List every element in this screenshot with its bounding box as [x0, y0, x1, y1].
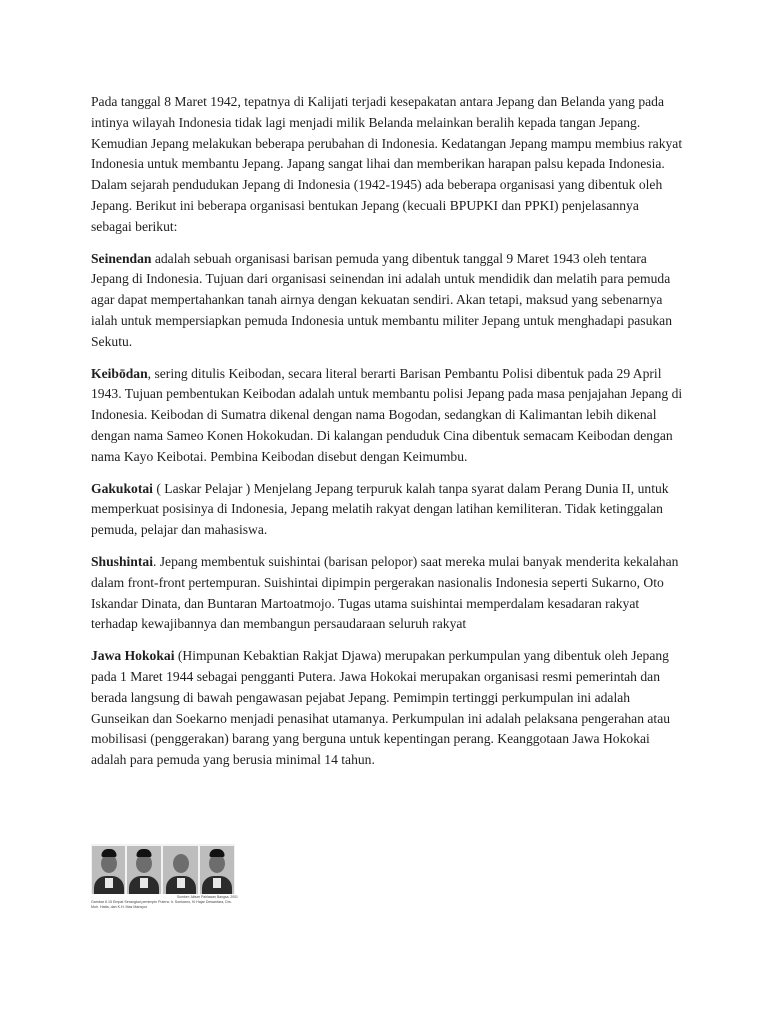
section-text: . Jepang membentuk suishintai (barisan pelopor) saat mereka mulai banyak menderita kekalahan dalam front-front pertempuran. Suishintai dipimpin pergerakan nasionalis Indonesia seperti Sukarno, Oto Iskandar Dinata, dan Buntaran Martoatmojo. Tugas utama suishintai memperdalam kesadaran rakyat terhadap kewajibannya dan membangun persaudaraan seluruh rakyat — [91, 553, 679, 632]
section-shushintai — [91, 552, 683, 635]
section-seinendan — [91, 249, 683, 353]
section-term: Jawa Hokokai — [91, 648, 175, 664]
leader-portrait-photo — [200, 846, 234, 894]
intro-paragraph: Pada tanggal 8 Maret 1942, tepatnya di Kalijati terjadi kesepakatan antara Jepang dan Belanda yang pada intinya wilayah Indonesia tidak lagi menjadi milik Belanda melainkan beralih kepada tangan Jepang. Kemudian Jepang melakukan beberapa perubahan di Indonesia. Kedatangan Jepang mampu membius rakyat Indonesia untuk membantu Jepang. Japang sangat lihai dan memberikan harapan palsu kepada Indonesia. Dalam sejarah pendudukan Jepang di Indonesia (1942-1945) ada beberapa organisasi yang dibentuk oleh Jepang. Berikut ini beberapa organisasi bentukan Jepang (kecuali BPUPKI dan PPKI) penjelasannya sebagai berikut: — [91, 94, 683, 234]
leader-portrait-photo — [163, 846, 198, 894]
section-term: Keibōdan — [91, 365, 148, 381]
leader-portrait-photo — [127, 846, 161, 894]
section-term: Seinendan — [91, 250, 152, 266]
section-gakukotai — [91, 479, 683, 541]
document-body — [91, 92, 683, 782]
figure-caption: Gambar 6.15 Empat Serangkai pemimpin Putera: Ir. Soekarno, Ki Hajar Dewantara, Drs. Moh. Hatta, dan K.H. Mas Mansyur — [91, 900, 232, 909]
section-text: (Himpunan Kebaktian Rakjat Djawa) merupakan perkumpulan yang dibentuk oleh Jepang pada 1 Maret 1944 sebagai pengganti Putera. Jawa Hokokai merupakan organisasi resmi pemerintah dan berada langsung di bawah pengawasan pejabat Jepang. Pemimpin tertinggi perkumpulan ini adalah Gunseikan dan Soekarno menjadi penasihat utamanya. Perkumpulan ini adalah pelaksana pengerahan atau mobilisasi (penggerakan) barang yang berguna untuk kepentingan perang. Keanggotaan Jawa Hokokai adalah para pemuda yang berusia minimal 14 tahun. — [91, 648, 671, 768]
section-text: ( Laskar Pelajar ) Menjelang Jepang terpuruk kalah tanpa syarat dalam Perang Dunia II, untuk memperkuat posisinya di Indonesia, Jepang melatih rakyat dengan latihan kemiliteran. Tidak ketinggalan pemuda, pelajar dan mahasiswa. — [91, 480, 669, 538]
section-jawa-hokokai — [91, 646, 683, 771]
section-keibodan — [91, 364, 683, 468]
leaders-figure — [91, 844, 238, 912]
section-term: Gakukotai — [91, 480, 153, 496]
leader-portrait-photo — [92, 846, 125, 894]
section-text: adalah sebuah organisasi barisan pemuda yang dibentuk tanggal 9 Maret 1943 oleh tentara Jepang di Indonesia. Tujuan dari organisasi seinendan ini adalah untuk mendidik dan melatih para pemuda agar dapat mempertahankan tanah airnya dengan kekuatan sendiri. Akan tetapi, maksud yang sebenarnya ialah untuk mempersiapkan pemuda Indonesia untuk membantu militer Jepang untuk menghadapi pasukan Sekutu. — [91, 250, 672, 349]
section-text: , sering ditulis Keibodan, secara literal berarti Barisan Pembantu Polisi dibentuk pada 29 April 1943. Tujuan pembentukan Keibodan adalah untuk membantu polisi Jepang pada masa penjajahan Jepang di Indonesia. Keibodan di Sumatra dikenal dengan nama Bogodan, sedangkan di Kalimantan lebih dikenal dengan nama Sameo Konen Hokokudan. Di kalangan penduduk Cina dibentuk semacam Keibodan dengan nama Kayo Keibotai. Pembina Keibodan disebut dengan Keimumbu. — [91, 365, 683, 464]
figure-credit: Sumber: Album Pahlawan Bangsa, 2001 — [177, 895, 238, 899]
section-term: Shushintai — [91, 553, 153, 569]
leaders-photo-strip — [91, 844, 235, 894]
